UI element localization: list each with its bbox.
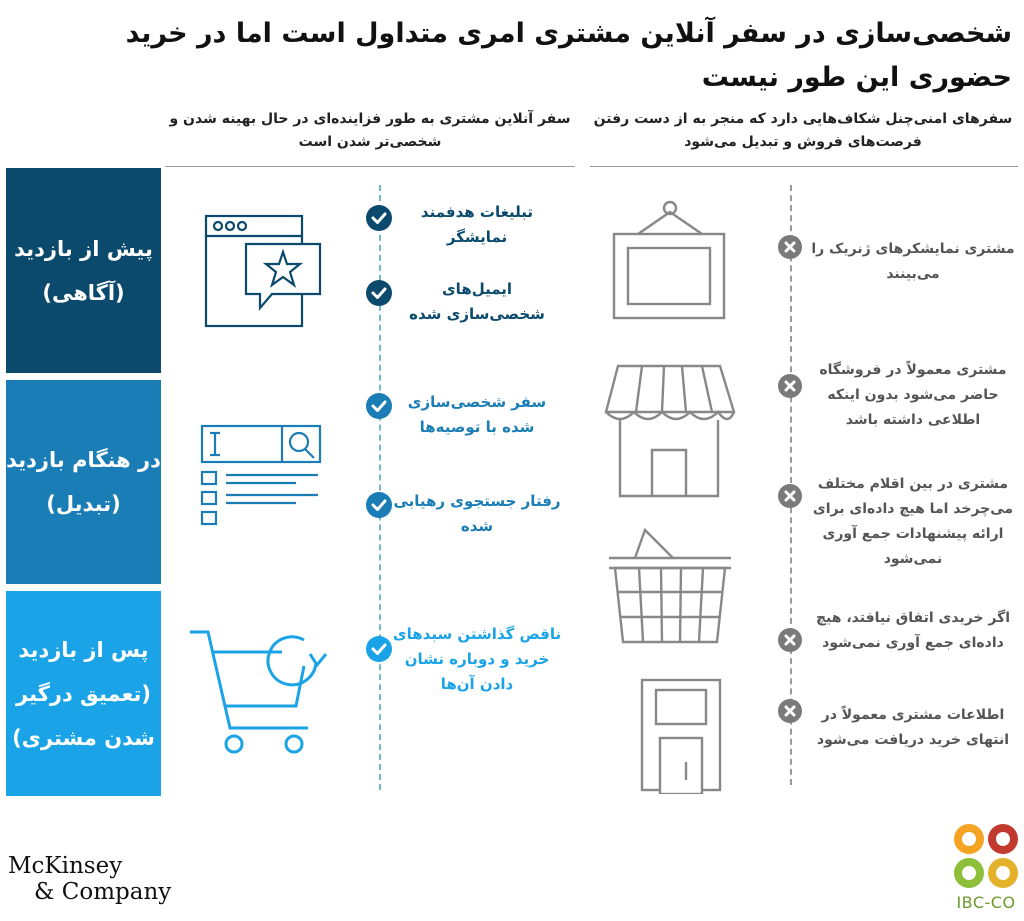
offline-header-divider <box>590 166 1018 167</box>
online-header-divider <box>165 166 575 167</box>
online-item-tracked-search: رفتار جستجوی رهیابی شده <box>393 492 561 535</box>
online-item-personalized-journey: سفر شخصی‌سازی شده با توصیه‌ها <box>407 393 547 436</box>
check-icon <box>366 280 392 306</box>
online-item-personalized-emails: ایمیل‌های شخصی‌سازی شده <box>409 280 545 323</box>
mckinsey-logo <box>8 853 171 905</box>
picture-frame-icon <box>608 198 733 327</box>
ibc-co-logo-icon <box>952 822 1020 894</box>
offline-item-no-purchase: اگر خریدی اتفاق نیافتد، هیچ داده‌ای جمع آوری نمی‌شود <box>815 610 1011 651</box>
shopping-cart-refresh-icon <box>186 622 336 766</box>
storefront-icon <box>602 360 737 504</box>
mckinsey-logo-line2: & Company <box>34 879 172 905</box>
check-icon <box>366 636 392 662</box>
stage-after-visit: پس از بازدید (تعمیق درگیر شدن مشتری) <box>6 591 161 796</box>
online-column-header: سفر آنلاین مشتری به طور فزاینده‌ای در حال بهینه شدن و شخصی‌تر شدن است <box>169 111 571 150</box>
x-icon <box>778 484 802 508</box>
check-icon <box>366 492 392 518</box>
x-icon <box>778 235 802 259</box>
online-item-targeted-ads: تبلیغات هدفمند نمایشگر <box>420 203 534 246</box>
x-icon <box>778 374 802 398</box>
offline-item-checkout-info: اطلاعات مشتری معمولاً در انتهای خرید دریافت می‌شود <box>816 707 1010 748</box>
page-title: شخصی‌سازی در سفر آنلاین مشتری امری متداول است اما در خرید حضوری این طور نیست <box>125 18 1012 93</box>
check-icon <box>366 393 392 419</box>
check-icon <box>366 205 392 231</box>
browser-window-star-icon <box>200 210 325 334</box>
stage-before-visit: پیش از بازدید (آگاهی) <box>6 168 161 373</box>
mckinsey-logo-line1: McKinsey <box>8 853 123 879</box>
ibc-co-logo-text: IBC-CO <box>956 893 1016 912</box>
search-results-icon <box>196 420 326 530</box>
offline-column-header: سفرهای امنی‌چنل شکاف‌هایی دارد که منجر به از دست رفتن فرصت‌های فروش و تبدیل می‌شود <box>593 111 1013 150</box>
stage-during-visit: در هنگام بازدید (تبدیل) <box>6 380 161 584</box>
x-icon <box>778 628 802 652</box>
x-icon <box>778 699 802 723</box>
shopping-basket-icon <box>605 528 735 650</box>
online-item-abandoned-carts: ناقص گذاشتن سبدهای خرید و دوباره نشان دادن آن‌ها <box>392 625 562 693</box>
offline-item-browsing-no-data: مشتری در بین اقلام مختلف می‌چرخد اما هیچ داده‌ای برای ارائه پیشنهادات جمع آوری نمی‌شود <box>812 476 1014 567</box>
card-payment-terminal-icon <box>636 676 726 798</box>
online-timeline-line <box>379 185 381 790</box>
offline-item-store-arrival: مشتری معمولاً در فروشگاه حاضر می‌شود بدون اینکه اطلاعی داشته باشد <box>819 362 1007 428</box>
offline-item-generic-displays: مشتری نمایشکرهای ژنریک را می‌بینند <box>811 241 1015 282</box>
